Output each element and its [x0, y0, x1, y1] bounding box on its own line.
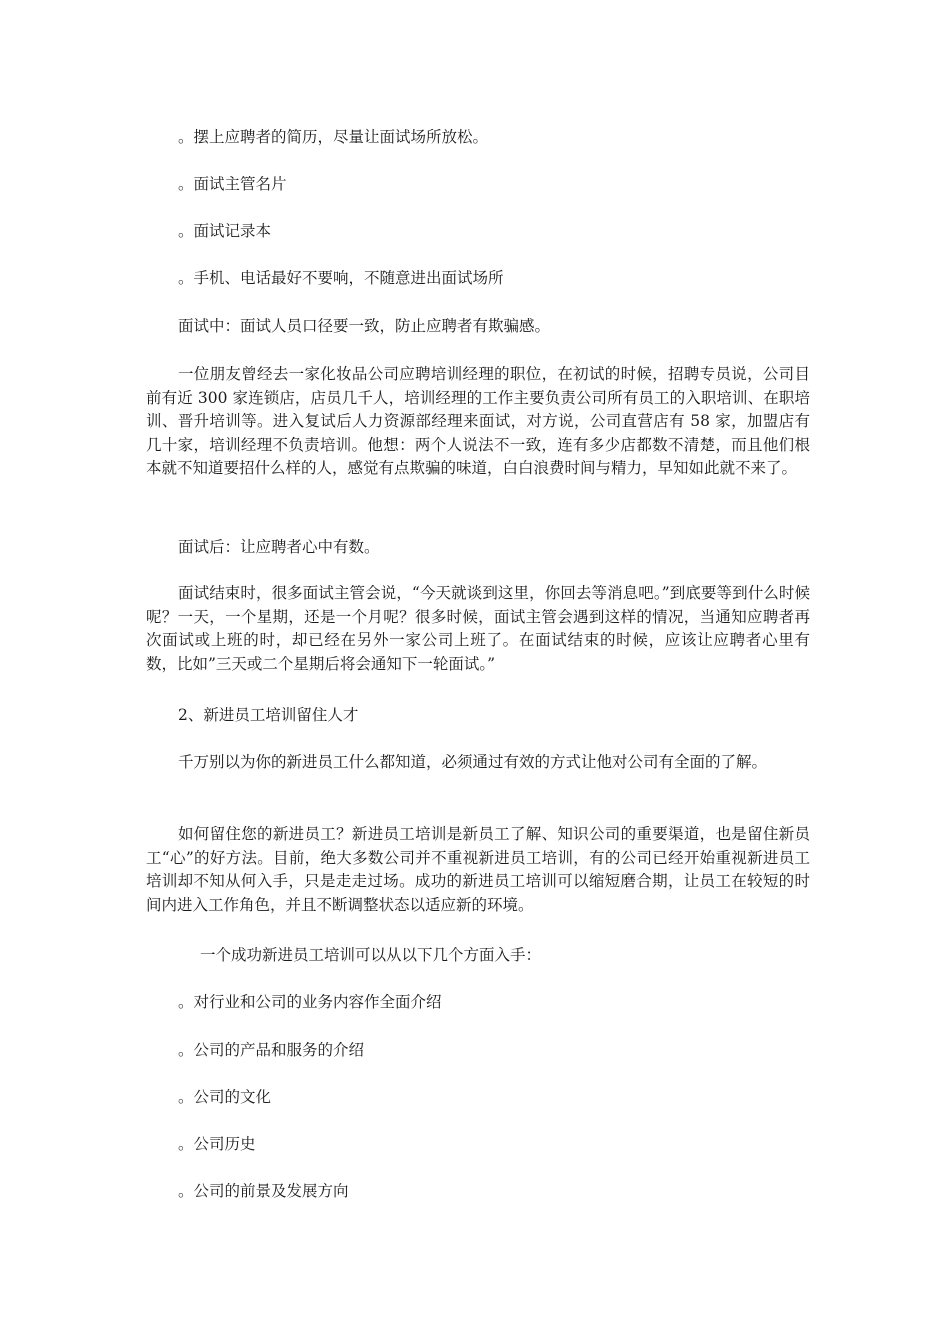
paragraph-text: 一位朋友曾经去一家化妆品公司应聘培训经理的职位，在初试的时候，招聘专员说，公司目前有近 300 家连锁店，店员几千人，培训经理的工作主要负责公司所有员工的入职培训、在职培训、晋升培训等。进入复试后人力资源部经理来面试，对方说，公司直营店有 58 家，加盟店有几十家，培训经理不负责培训。他想：两个人说法不一致，连有多少店都数不清楚，而且他们根本就不知道要招什么样的人，感觉有点欺骗的味道，白白浪费时间与精力，早知如此就不来了。: [146, 365, 810, 477]
paragraph-text: 面试结束时，很多面试主管会说，“今天就谈到这里，你回去等消息吧。”到底要等到什么时候呢？一天，一个星期，还是一个月呢？很多时候，面试主管会遇到这样的情况，当通知应聘者再次面试或上班的时，却已经在另外一家公司上班了。在面试结束的时候，应该让应聘者心里有数，比如”三天或二个星期后将会通知下一轮面试。”: [146, 584, 810, 673]
bullet-resume: 。摆上应聘者的简历，尽量让面试场所放松。: [178, 128, 489, 146]
bullet-notebook: 。面试记录本: [178, 222, 272, 240]
list-item-culture: 。公司的文化: [178, 1088, 272, 1106]
list-item-history: 。公司历史: [178, 1135, 256, 1153]
list-item-industry: 。对行业和公司的业务内容作全面介绍: [178, 993, 442, 1011]
heading-during-interview: 面试中：面试人员口径要一致，防止应聘者有欺骗感。: [178, 317, 551, 335]
bullet-business-card: 。面试主管名片: [178, 175, 287, 193]
list-item-prospects: 。公司的前景及发展方向: [178, 1182, 349, 1200]
paragraph-dont-assume: 千万别以为你的新进员工什么都知道，必须通过有效的方式让他对公司有全面的了解。: [178, 753, 768, 771]
heading-training-aspects: 一个成功新进员工培训可以从以下几个方面入手：: [200, 946, 542, 964]
paragraph-after-interview: [146, 582, 810, 676]
bullet-phone: 。手机、电话最好不要响，不随意进出面试场所: [178, 269, 504, 287]
paragraph-retain-employees: [146, 823, 810, 917]
list-item-products: 。公司的产品和服务的介绍: [178, 1041, 365, 1059]
paragraph-text: 如何留住您的新进员工？新进员工培训是新员工了解、知识公司的重要渠道，也是留住新员工“心”的好方法。目前，绝大多数公司并不重视新进员工培训，有的公司已经开始重视新进员工培训却不知从何入手，只是走走过场。成功的新进员工培训可以缩短磨合期，让员工在较短的时间内进入工作角色，并且不断调整状态以适应新的环境。: [146, 825, 810, 914]
paragraph-friend-story: [146, 363, 810, 481]
heading-after-interview: 面试后：让应聘者心中有数。: [178, 538, 380, 556]
section-heading-training: 2、新进员工培训留住人才: [178, 706, 359, 724]
